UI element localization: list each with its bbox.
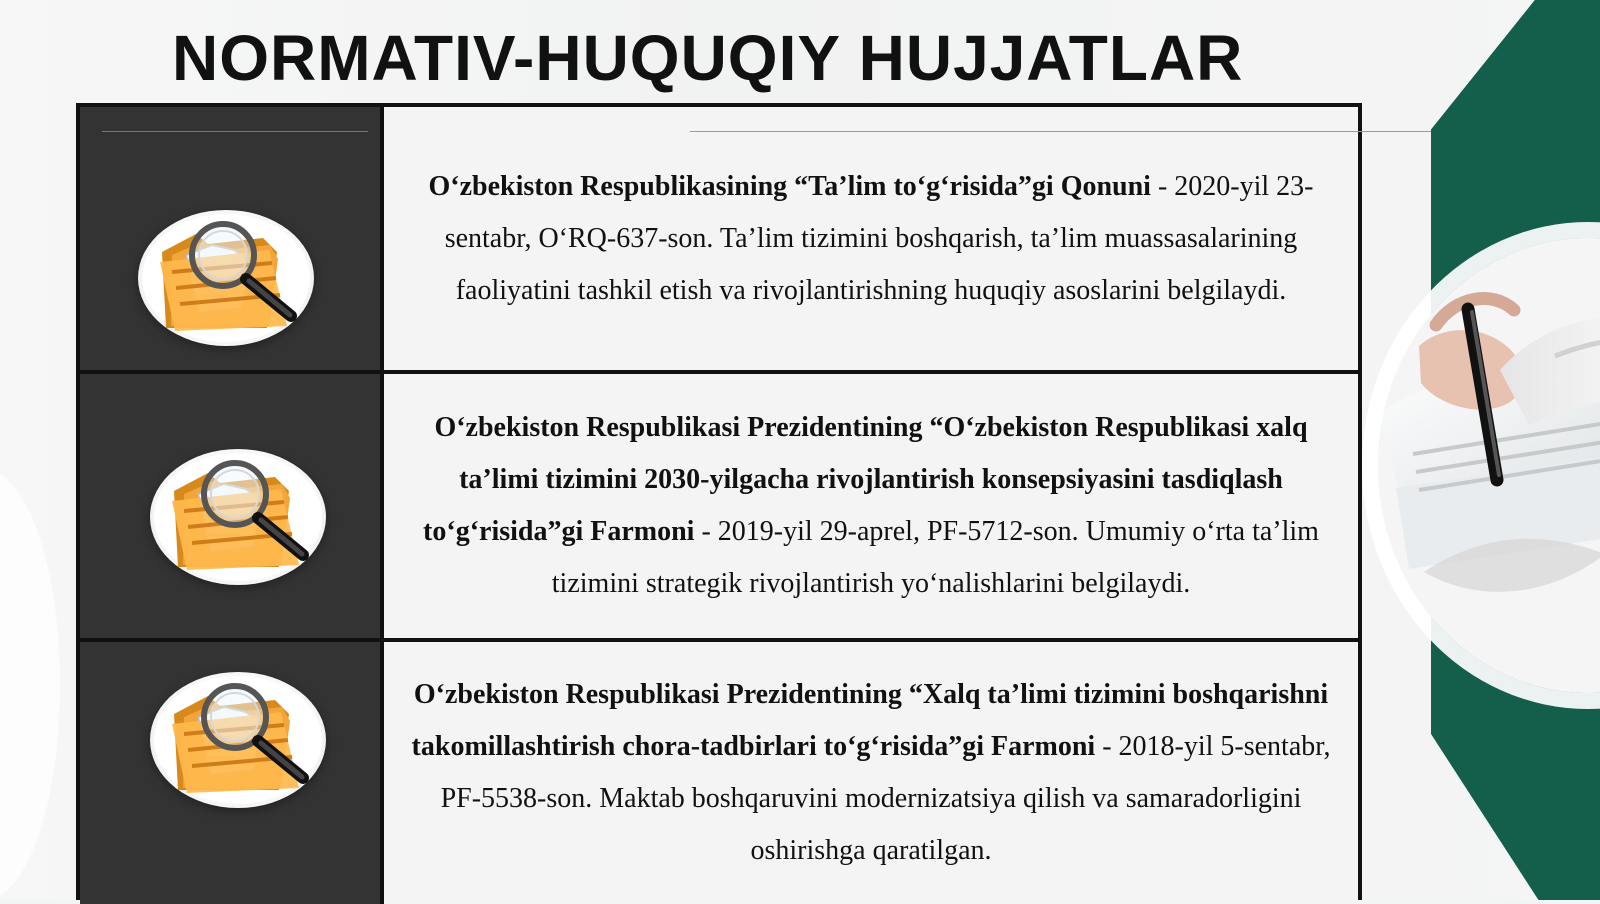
- top-rule-right: [690, 131, 1588, 132]
- document-3-description: - 2018-yil 5-sentabr, PF-5538-son. Maktab boshqaruvini modernizatsiya qilish va samaradorligini oshirishga qaratilgan.: [440, 731, 1331, 866]
- page-title: NORMATIV-HUQUQIY HUJJATLAR: [172, 22, 1244, 94]
- document-2-title: O‘zbekiston Respublikasi Prezidentining “O‘zbekiston Respublikasi xalq ta’limi tizimini 2030-yilgacha rivojlantirish konsepsiyasini tasdiqlash to‘g‘risida”gi Farmoni: [423, 412, 1308, 547]
- document-row-3: [80, 642, 1358, 904]
- document-row-2: [80, 374, 1358, 642]
- document-row-3-icon-cell: [80, 642, 384, 904]
- document-2-description: - 2019-yil 29-aprel, PF-5712-son. Umumiy o‘rta ta’lim tizimini strategik rivojlantirish yo‘nalishlarini belgilaydi.: [551, 516, 1319, 599]
- document-1-description: - 2020-yil 23-sentabr, O‘RQ-637-son. Ta’lim tizimini boshqarish, ta’lim muassasalarining faoliyatini tashkil etish va rivojlantirishning huquqiy asoslarini belgilaydi.: [444, 170, 1314, 306]
- normative-documents-table: [76, 103, 1362, 900]
- document-entry-1: [408, 161, 1334, 317]
- document-row-2-icon-cell: [80, 374, 384, 642]
- document-1-title: O‘zbekiston Respublikasining “Ta’lim to‘g‘risida”gi Qonuni: [428, 170, 1151, 202]
- document-row-1-text-cell: [384, 107, 1358, 374]
- document-row-3-text-cell: [384, 642, 1358, 904]
- document-entry-3: [408, 669, 1334, 877]
- top-rule-left: [102, 131, 368, 132]
- document-entry-2: [408, 402, 1334, 610]
- document-row-1: [80, 107, 1358, 374]
- document-row-1-icon-cell: [80, 107, 384, 374]
- folder-magnifier-icon: [150, 449, 326, 585]
- folder-magnifier-icon: [138, 210, 314, 346]
- document-row-2-text-cell: [384, 374, 1358, 642]
- document-3-title: O‘zbekiston Respublikasi Prezidentining “Xalq ta’limi tizimini boshqarishni takomillashtirish chora-tadbirlari to‘g‘risida”gi Farmoni: [411, 679, 1329, 762]
- folder-magnifier-icon: [150, 672, 326, 808]
